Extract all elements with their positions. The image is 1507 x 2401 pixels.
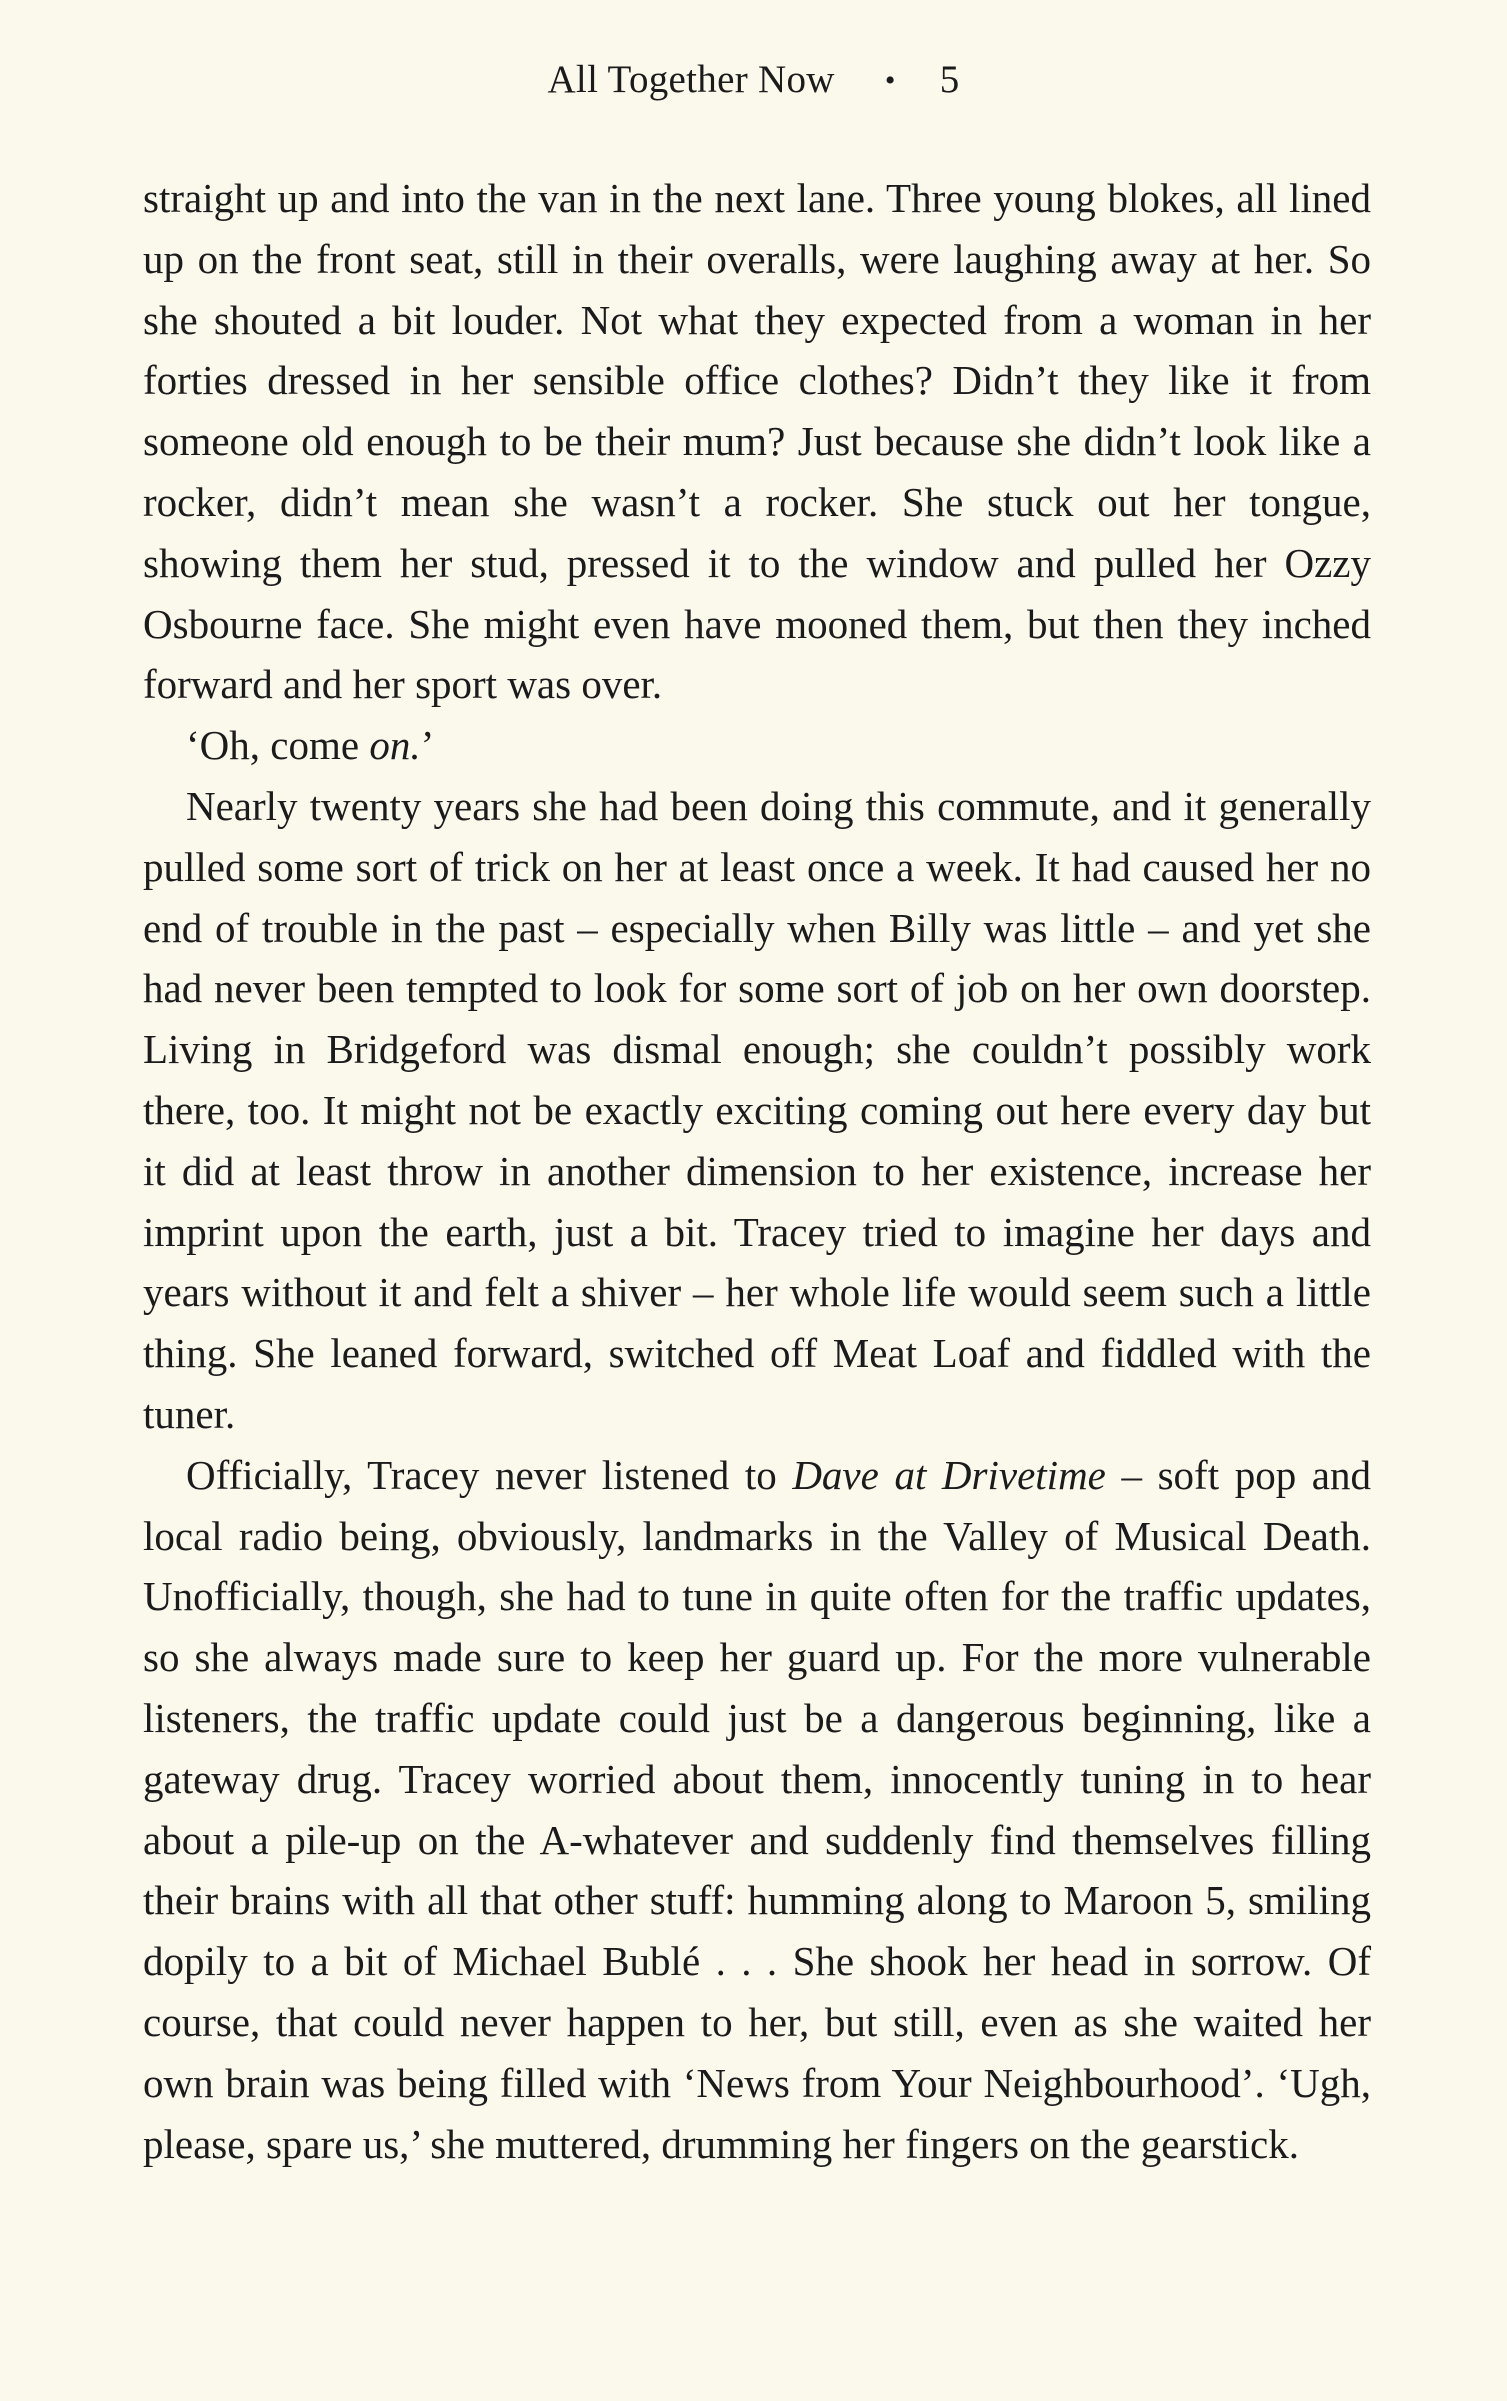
body-text — [143, 168, 1371, 2174]
running-head — [0, 52, 1507, 109]
paragraph-2 — [143, 715, 1371, 776]
paragraph-2-italic: on. — [369, 722, 421, 769]
paragraph-4 — [143, 1445, 1371, 2175]
paragraph-3-text: Nearly twenty years she had been doing this commute, and it generally pulled some sort of trick on her at least once a week. It had caused her no end of trouble in the past – especially when Billy was little – and yet she had never been tempted to look for some sort of job on her own doorstep. Living in Bridgeford was dismal enough; she couldn’t possibly work there, too. It might not be exactly exciting coming out here every day but it did at least throw in another dimension to her existence, increase her imprint upon the earth, just a bit. Tracey tried to imagine her days and years without it and felt a shiver – her whole life would seem such a little thing. She leaned forward, switched off Meat Loaf and fiddled with the tuner. — [143, 782, 1371, 1437]
paragraph-4-italic: Dave at Drivetime — [792, 1451, 1106, 1498]
bullet-separator: • — [884, 64, 896, 97]
paragraph-2-text-after: ’ — [420, 722, 435, 769]
paragraph-4-text-before: Officially, Tracey never listened to — [186, 1451, 793, 1498]
paragraph-1-text: straight up and into the van in the next lane. Three young blokes, all lined up on the front seat, still in their overalls, were laughing away at her. So she shouted a bit louder. Not what they expected from a woman in her forties dressed in her sensible office clothes? Didn’t they like it from someone old enough to be their mum? Just because she didn’t look like a rocker, didn’t mean she wasn’t a rocker. She stuck out her tongue, showing them her stud, pressed it to the window and pulled her Ozzy Osbourne face. She might even have mooned them, but then they inched forward and her sport was over. — [143, 175, 1371, 708]
book-title: All Together Now — [547, 58, 835, 101]
page-number: 5 — [939, 58, 960, 101]
paragraph-3 — [143, 776, 1371, 1445]
paragraph-1 — [143, 168, 1371, 715]
paragraph-4-text-after: – soft pop and local radio being, obviously, landmarks in the Valley of Musical Death. Unofficially, though, she had to tune in quite often for the traffic updates, so she always made sure to keep her guard up. For the more vulnerable listeners, the traffic update could just be a dangerous beginning, like a gateway drug. Tracey worried about them, innocently tuning in to hear about a pile-up on the A-whatever and suddenly find themselves filling their brains with all that other stuff: humming along to Maroon 5, smiling dopily to a bit of Michael Bublé . . . She shook her head in sorrow. Of course, that could never happen to her, but still, even as she waited her own brain was being filled with ‘News from Your Neighbourhood’. ‘Ugh, please, spare us,’ she muttered, drumming her fingers on the gearstick. — [143, 1451, 1371, 2167]
paragraph-2-text-before: ‘Oh, come — [186, 722, 370, 769]
